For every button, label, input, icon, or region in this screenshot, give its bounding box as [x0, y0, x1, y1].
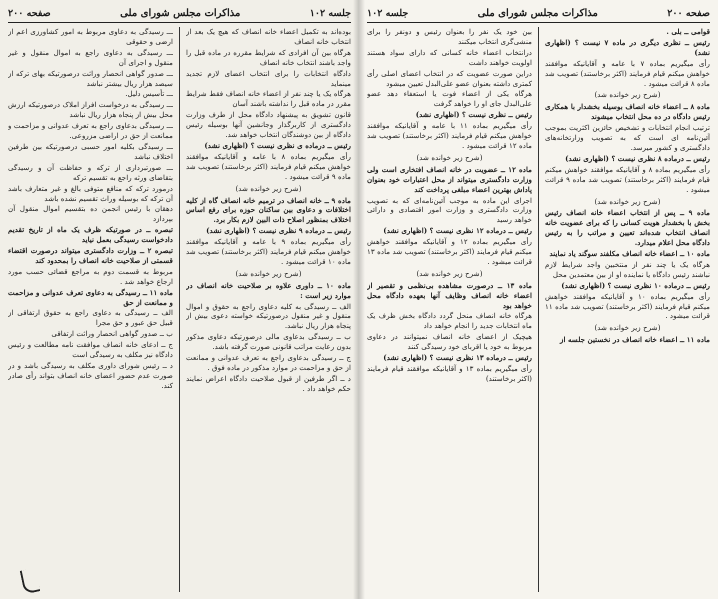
left-page-session: جلسه ۱۰۲ [309, 7, 351, 19]
text-paragraph: ـــ رسیدگی به درخواست افراز املاک درصورتیکه ارزش محل بیش از پنجاه هزار ریال نباشد [8, 100, 173, 120]
text-paragraph: هرگاه بین آن افرادی که شرایط مقرره در ماده قبل را واجد باشند انتخاب خانه انصاف [186, 47, 351, 67]
speaker-paragraph: تبصره ۲ ــ وزارت دادگستری میتواند درصورت اقتضاء قسمتی از صلاحیت خانه انصاف را بمحدود کند [8, 246, 173, 265]
text-paragraph: هرگاه خانه انصاف منحل گردد دادگاه بخش ظرف یک ماه انتخابات جدید را انجام خواهد داد [367, 311, 532, 331]
right-page-columns [367, 27, 710, 592]
read-aloud-note: (شرح زیر خوانده شد) [594, 90, 661, 100]
left-page-number: صفحه ۲۰۰ [8, 7, 51, 19]
text-paragraph: رأی میگیریم بماده ۱۲ و آقایانیکه موافقند خواهش میکنم قیام فرمایند (اکثر برخاستند) تصویب شد ماده ۱۳ قرائت میشود . [367, 237, 532, 266]
text-paragraph: ب ــ صدور گواهی انحصار وراثت ارتفاقی [51, 329, 173, 339]
speaker-paragraph: ماده ۱۲ ــ عضویت در خانه انصاف افتخاری است ولی وزارت دادگستری میتواند از محل اعتبارات خود بعنوان پاداش بهترین اعضاء مبلغی پرداخت کند [367, 164, 532, 194]
text-paragraph: الف ــ رسیدگی به دعاوی راجع به حقوق ارتفاقی از قبیل حق عبور و حق مجرا [8, 308, 173, 328]
speaker-paragraph: رئیس ــ درماده ۹ نظری نیست ؟ (اظهاری نشد) [206, 226, 351, 236]
read-aloud-note: (شرح زیر خوانده شد) [235, 183, 302, 193]
text-paragraph: ـــ رسیدگی بکلیه امور حسبی درصورتیکه بین طرفین اختلاف نباشد [8, 141, 173, 161]
text-paragraph: ج ــ رسیدگی بدعاوی راجع به تعرف عدوانی و ممانعت از حق و مزاحمت در موارد مذکور در ماده فوق . [186, 353, 351, 372]
text-paragraph: بوده‌اند به تکمیل اعضاء خانه انصاف که هیچ یک بعد از انتخاب خانه انصاف [186, 27, 351, 46]
text-paragraph: رأی میگیریم بماده ۸ با عامه و آقایانیکه موافقند خواهش میکنم قیام فرمایند (اکثر برخاستند) تصویب شد ماده ۹ قرائت میشود . [186, 151, 351, 181]
read-aloud-note: (شرح زیر خوانده شد) [594, 323, 661, 333]
right-page-number: صفحه ۲۰۰ [667, 7, 710, 19]
column-divider [538, 27, 539, 592]
text-paragraph: ـــ رسیدگی به دعاوی مربوط به امور کشاورزی اعم از ارضی و حقوقی [8, 27, 173, 46]
right-page-session: جلسه ۱۰۲ [367, 7, 409, 19]
text-paragraph: ـــ رسیدگی به دعاوی راجع به اموال منقول و غیر منقول و اجرای آن [8, 47, 173, 67]
speaker-paragraph: رئیس ــ درماده ۱۰ نظری نیست ؟ (اظهاری نشد) [561, 280, 710, 290]
left-page-right-column [186, 27, 351, 592]
speaker-paragraph: ماده ۱۰ ــ اعضاء خانه انصاف مکلفند سوگند یاد نمایند [549, 249, 710, 259]
speaker-paragraph: رئیس ــ درماده ۸ نظری نیست ؟ (اظهاری نشد) [565, 153, 710, 163]
text-paragraph: درمورد ترکه که منافع متوفی بالغ و غیر متعارف باشد آن ترکه که بوسیله وراث تقسیم نشده باشد [8, 183, 173, 203]
speaker-paragraph: ماده ۱۰ ــ داوری علاوه بر صلاحیت خانه انصاف در موارد زیر است : [186, 280, 351, 300]
speaker-paragraph: تبصره ــ در صورتیکه ظرف یک ماه از تاریخ تقدیم دادخواست رسیدگی بعمل نیاید [8, 225, 173, 245]
text-paragraph: د ــ اگر طرفین از قبول صلاحیت دادگاه اعراض نمایند حکم خواهد داد . [186, 373, 351, 393]
read-aloud-note: (شرح زیر خوانده شد) [594, 196, 661, 206]
speaker-paragraph: رئیس ــ درماده ۱۳ نظری نیست ؟ (اظهاری نشد) [383, 353, 532, 363]
speaker-paragraph: ماده ۱۱ ــ اعضاء خانه انصاف در نخستین جلسه از [559, 335, 710, 345]
left-page-title: مذاکرات مجلس شورای ملی [120, 7, 241, 19]
text-paragraph: ـــ رسیدگی بدعاوی راجع به تعرف عدوانی و مزاحمت و ممانعت از حق در اراضی مزروعی. [8, 121, 173, 141]
text-paragraph: دهقان با رئیس انجمن ده بتقسیم اموال منقول آن بپردازد [8, 204, 173, 224]
text-paragraph: قانون تشویق به پیشنهاد دادگاه محل از طرف وزارت دادگستری از کاربرگذار وجانشین آنها بوسیله رئیس دادگاه از بین دوشندگان انتخاب خواهد شد. [186, 110, 351, 140]
text-paragraph: الف ــ رسیدگی به کلیه دعاوی راجع به حقوق و اموال منقول و غیر منقول درصورتیکه خواسته دعوی بیش از پنجاه هزار ریال نباشد. [186, 301, 351, 331]
column-divider [179, 27, 180, 592]
text-paragraph: رأی میگیریم بماده ۷ با عامه و آقایانیکه موافقند خواهش میکنم قیام فرمایند (اکثر برخاستند) تصویب شد ماده ۸ قرائت میشود . [545, 58, 710, 88]
speaker-paragraph: ماده ۱۳ ــ درصورت مشاهده بی‌نظمی و تقصیر از اعضاء خانه انصاف وظایف آنها بعهده دادگاه محل خواهد بود [367, 280, 532, 310]
right-page-left-column [367, 27, 532, 592]
speaker-paragraph: ماده ۹ ــ پس از انتخاب اعضاء خانه انصاف رئیس بخش با بخشدار هویت کسانی را که برای عضویت خانه انصاف انتخاب شده‌اند تعیین و مراتب را به رئیس دادگاه محل اعلام میدارد. [545, 208, 710, 248]
text-paragraph: رأی میگیریم بماده ۱۰ و آقایانیکه موافقند خواهش میکنم قیام فرمایند (اکثر برخاستند) تصویب شد ماده ۱۱ قرائت میشود . [545, 291, 710, 321]
text-paragraph: رأی میگیریم بماده ۱۳ و آقایانیکه موافقند قیام فرمایند (اکثر برخاستند) [367, 364, 532, 383]
text-paragraph: هرگاه یک یا چند نفر از اعضاء خانه انصاف فقط شرایط مقرر در ماده قبل را نداشته باشند آسان [186, 89, 351, 109]
text-paragraph: درانتخاب اعضاء خانه کسانی که دارای سواد هستند اولویت خواهند داشت [367, 47, 532, 67]
text-paragraph: رأی میگیریم بماده ۸ و آقایانیکه موافقند خواهش میکنم قیام فرمایند (اکثر برخاستند) تصویب شد ماده ۹ قرائت میشود . [545, 164, 710, 194]
text-paragraph: ب ــ رسیدگی بدعاوی مالی درصورتیکه دعاوی مذکور بدون رعایت مراتب قانونی صورت گرفته باشد. [186, 332, 351, 352]
text-paragraph: بین خود یک نفر را بعنوان رئیس و دونفر را برای منشی‌گری انتخاب میکنند [367, 27, 532, 46]
text-paragraph: رأی میگیریم بماده ۱۱ با عامه و آقایانیکه موافقند خواهش میکنم قیام فرمایند (اکثر برخاستند) تصویب شد ماده ۱۲ قرائت میشود . [367, 121, 532, 150]
right-page-title: مذاکرات مجلس شورای ملی [477, 7, 598, 19]
text-paragraph: دراین صورت عضویت که در انتخاب اعضای اصلی رأی کمتری داشته بعنوان عضو علی‌البدل تعیین میشود [367, 68, 532, 88]
read-aloud-note: (شرح زیر خوانده شد) [416, 152, 483, 162]
text-paragraph: هیچیک از اعضای خانه انصاف نمیتوانند در دعاوی مربوط به خود یا اقربای خود رسیدگی کنند [367, 332, 532, 352]
speaker-paragraph: ماده ۱۱ ــ رسیدگی به دعاوی تعرف عدوانی و مزاحمت و ممانعت از حق [8, 287, 173, 307]
speaker-paragraph: رئیس ــ نظری دیگری در ماده ۷ نیست ؟ (اظهاری نشد) [545, 37, 710, 57]
speaker-paragraph: رئیس ــ نظری نیست ؟ (اظهاری نشد) [415, 110, 532, 120]
right-page [359, 0, 718, 599]
text-paragraph: ـــ تأسیس دلیل. [125, 89, 173, 99]
text-paragraph: اجرای این ماده به موجب آئین‌نامه‌ای که به تصویب وزارت دادگستری و وزارت امور اقتصادی و دارائی خواهد رسید [367, 195, 532, 225]
text-paragraph: ـــ صورتبرداری از ترکه و حفاظت آن و رسیدگی بتقاضای ورثه راجع به تقسیم ترکه [8, 162, 173, 182]
speaker-paragraph: ماده ۸ ــ اعضاء خانه انصاف بوسیله بخشدار با همکاری رئیس دادگاه در ده محل انتخاب میشوند [545, 102, 710, 122]
text-paragraph: ـــ صدور گواهی انحصار وراثت درصورتیکه بهای ترکه از سیصد هزار ریال بیشتر نباشد [8, 68, 173, 88]
text-paragraph: مربوط به قسمت دوم به مراجع قضائی حسب مورد ارجاع خواهد شد . [8, 266, 173, 286]
text-paragraph: رأی میگیریم بماده ۹ با عامه و آقایانیکه موافقند خواهش میکنم قیام فرمایند (اکثر برخاستند) تصویب شد ماده ۱۰ قرائت میشود . [186, 237, 351, 266]
right-page-header [367, 6, 710, 23]
left-page-header [8, 6, 351, 23]
left-page-left-column [8, 27, 173, 592]
left-page-columns [8, 27, 351, 592]
speaker-paragraph: رئیس ــ درماده ۱۲ نظری نیست ؟ (اظهاری نشد) [383, 226, 532, 236]
read-aloud-note: (شرح زیر خوانده شد) [235, 268, 302, 278]
text-paragraph: هرگاه یکی از اعضاء فوت یا استعفاء دهد عضو علی‌البدل جای او را خواهد گرفت [367, 89, 532, 109]
text-paragraph: ترتیب انجام انتخابات و تشخیص حائزین اکثریت بموجب آئین‌نامه ای است که به تصویب وزارتخانه‌های دادگستری و کشور میرسد. [545, 123, 710, 152]
speaker-paragraph: ماده ۹ ــ خانه انصاف در ترمیم خانه انصاف گاه از کلیه اختلافات و دعاوی بین ساکنان حوزه برای رفع اساس اختلاف بمنظور اصلاح ذات البین لازم بکار برد. [186, 195, 351, 225]
read-aloud-note: (شرح زیر خوانده شد) [416, 268, 483, 278]
right-page-right-column [545, 27, 710, 592]
text-paragraph: د ــ رئیس شورای داوری مکلف به رسیدگی باشد و در صورت عدم حضور اعضای خانه انصاف بتواند رأی صادر کند. [8, 361, 173, 390]
speaker-paragraph: رئیس ــ درماده ی نظری نیست ؟ (اظهاری نشد) [204, 140, 351, 150]
text-paragraph: دادگاه انتخابات را برای انتخاب اعضای لازم تجدید مینماید [186, 68, 351, 88]
text-paragraph: ج ــ ادعای خانه انصاف موافقت نامه مطالعت و رئیس دادگاه نیز مکلف به رسیدگی است [8, 340, 173, 360]
text-paragraph: هرگاه یک یا چند نفر از منتخبین واجد شرایط لازم نباشند رئیس دادگاه یا نماینده او از بین معتمدین محل [545, 259, 710, 279]
speaker-paragraph: قوامی ــ بلی . [666, 27, 710, 36]
